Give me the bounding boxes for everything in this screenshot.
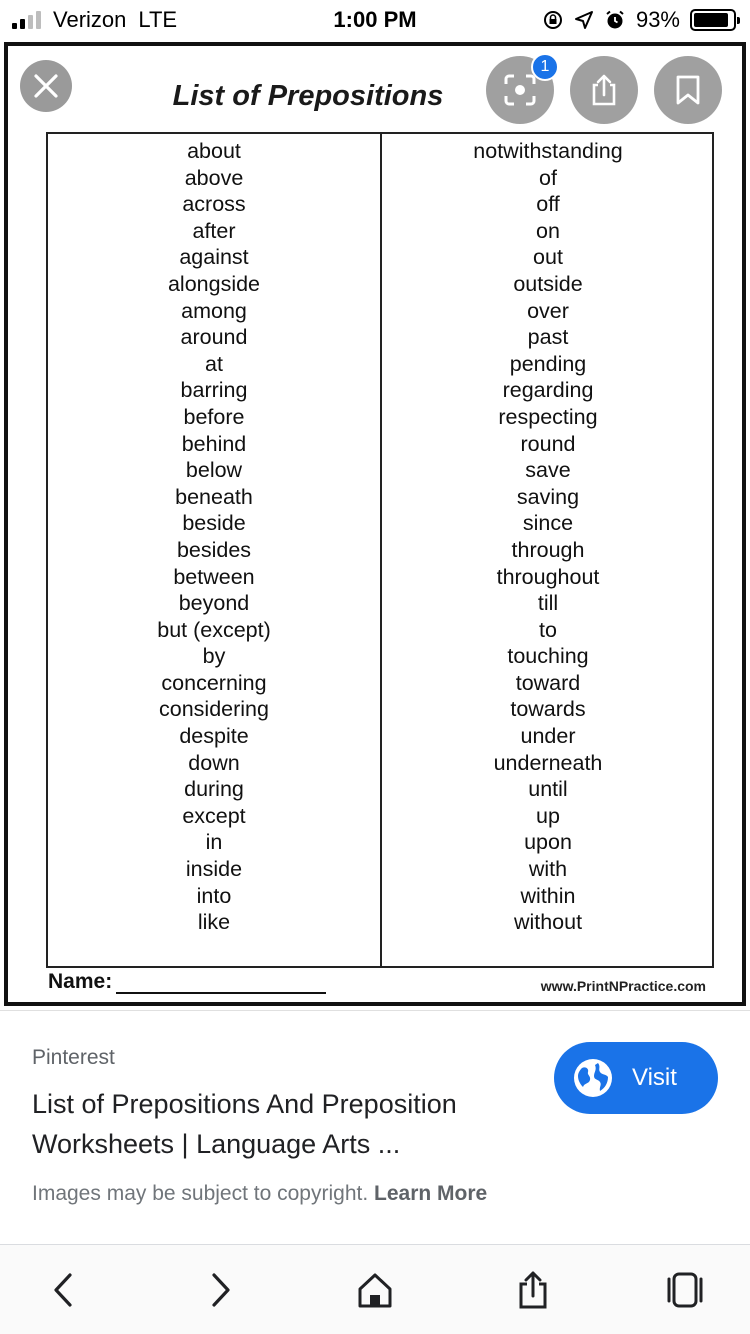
- preposition-item: of: [539, 165, 557, 190]
- preposition-item: with: [528, 857, 568, 882]
- battery-icon: [690, 9, 736, 31]
- preposition-item: to: [539, 617, 557, 642]
- preposition-item: till: [537, 591, 559, 616]
- browser-toolbar: [0, 1244, 750, 1334]
- preposition-item: considering: [159, 697, 269, 722]
- preposition-item: throughout: [496, 564, 600, 589]
- preposition-item: below: [185, 458, 243, 483]
- preposition-item: over: [527, 298, 569, 323]
- source-name[interactable]: Pinterest: [32, 1046, 115, 1069]
- preposition-item: saving: [516, 484, 580, 509]
- right-column: [382, 138, 714, 936]
- copyright-text: Images may be subject to copyright.: [32, 1182, 369, 1205]
- preposition-item: before: [183, 404, 245, 429]
- preposition-item: like: [197, 910, 231, 935]
- preposition-item: without: [513, 910, 583, 935]
- preposition-item: behind: [181, 431, 247, 456]
- tabs-icon: [665, 1271, 705, 1309]
- learn-more-link[interactable]: Learn More: [374, 1182, 488, 1205]
- preposition-item: against: [179, 245, 249, 270]
- visit-label: Visit: [632, 1064, 677, 1091]
- preposition-item: among: [181, 298, 247, 323]
- home-icon: [356, 1271, 394, 1309]
- preposition-item: around: [180, 325, 248, 350]
- preposition-item: beneath: [175, 484, 253, 509]
- name-underline: [116, 992, 326, 994]
- network-type: LTE: [138, 7, 178, 32]
- share-button[interactable]: [570, 56, 638, 124]
- share-icon: [589, 73, 619, 107]
- preposition-item: between: [173, 564, 255, 589]
- chevron-left-icon: [51, 1272, 75, 1308]
- preposition-item: past: [527, 325, 569, 350]
- preposition-item: regarding: [502, 378, 594, 403]
- lens-count-badge: 1: [531, 53, 559, 81]
- alarm-icon: [604, 9, 626, 31]
- preposition-item: inside: [185, 857, 243, 882]
- preposition-item: but (except): [157, 617, 271, 642]
- preposition-item: except: [182, 803, 246, 828]
- preposition-item: barring: [180, 378, 248, 403]
- preposition-item: on: [536, 218, 560, 243]
- save-button[interactable]: [654, 56, 722, 124]
- copyright-notice: [32, 1182, 487, 1206]
- forward-button[interactable]: [196, 1265, 246, 1315]
- preposition-item: pending: [509, 351, 587, 376]
- panel-divider: [0, 1010, 750, 1011]
- tabs-button[interactable]: [660, 1265, 710, 1315]
- prepositions-table: [46, 132, 714, 968]
- preposition-item: toward: [515, 670, 581, 695]
- status-time: 1:00 PM: [333, 7, 417, 32]
- battery-percentage: 93%: [635, 7, 680, 32]
- lock-rotation-icon: [542, 9, 564, 31]
- preposition-item: during: [184, 777, 244, 802]
- visit-button[interactable]: [554, 1042, 718, 1114]
- home-button[interactable]: [350, 1265, 400, 1315]
- carrier-name: Verizon: [53, 7, 127, 32]
- back-button[interactable]: [38, 1265, 88, 1315]
- preposition-item: save: [525, 458, 571, 483]
- preposition-item: alongside: [167, 271, 261, 296]
- preposition-item: down: [188, 750, 240, 775]
- preposition-item: beside: [182, 511, 246, 536]
- location-icon: [574, 10, 594, 30]
- status-right: [542, 7, 736, 33]
- globe-icon: [572, 1057, 614, 1099]
- preposition-item: touching: [507, 644, 589, 669]
- preposition-item: until: [528, 777, 568, 802]
- name-label: Name:: [48, 970, 113, 993]
- status-bar: [0, 0, 750, 40]
- preposition-item: within: [520, 883, 576, 908]
- preposition-item: beyond: [178, 591, 250, 616]
- preposition-item: above: [184, 165, 244, 190]
- preposition-item: outside: [513, 271, 583, 296]
- worksheet-title: List of Prepositions: [172, 80, 444, 112]
- preposition-item: into: [196, 883, 232, 908]
- preposition-item: about: [187, 139, 241, 163]
- preposition-item: through: [511, 537, 585, 562]
- preposition-item: by: [202, 644, 226, 669]
- share-page-button[interactable]: [508, 1265, 558, 1315]
- preposition-item: at: [205, 351, 223, 376]
- preposition-item: underneath: [493, 750, 603, 775]
- preposition-item: out: [533, 245, 563, 270]
- left-column: [48, 138, 380, 936]
- preposition-item: despite: [179, 724, 249, 749]
- preposition-item: in: [205, 830, 223, 855]
- preposition-item: besides: [176, 537, 252, 562]
- share-icon: [516, 1270, 550, 1310]
- lens-icon: [503, 73, 537, 107]
- bookmark-icon: [675, 74, 701, 106]
- preposition-item: respecting: [498, 404, 598, 429]
- preposition-item: off: [536, 192, 560, 217]
- preposition-item: since: [522, 511, 574, 536]
- close-button[interactable]: [20, 60, 72, 112]
- preposition-item: towards: [510, 697, 586, 722]
- close-icon: [33, 73, 59, 99]
- preposition-item: after: [192, 218, 236, 243]
- preposition-item: concerning: [161, 670, 267, 695]
- preposition-item: upon: [524, 830, 572, 855]
- website-credit: www.PrintNPractice.com: [540, 978, 706, 994]
- result-image[interactable]: [4, 42, 746, 1006]
- preposition-item: across: [182, 192, 246, 217]
- preposition-item: notwithstanding: [473, 139, 623, 163]
- result-title[interactable]: List of Prepositions And Preposition Worksheets | Language Arts ...: [32, 1089, 457, 1159]
- chevron-right-icon: [209, 1272, 233, 1308]
- preposition-item: up: [536, 803, 560, 828]
- preposition-item: under: [520, 724, 576, 749]
- preposition-item: round: [520, 431, 576, 456]
